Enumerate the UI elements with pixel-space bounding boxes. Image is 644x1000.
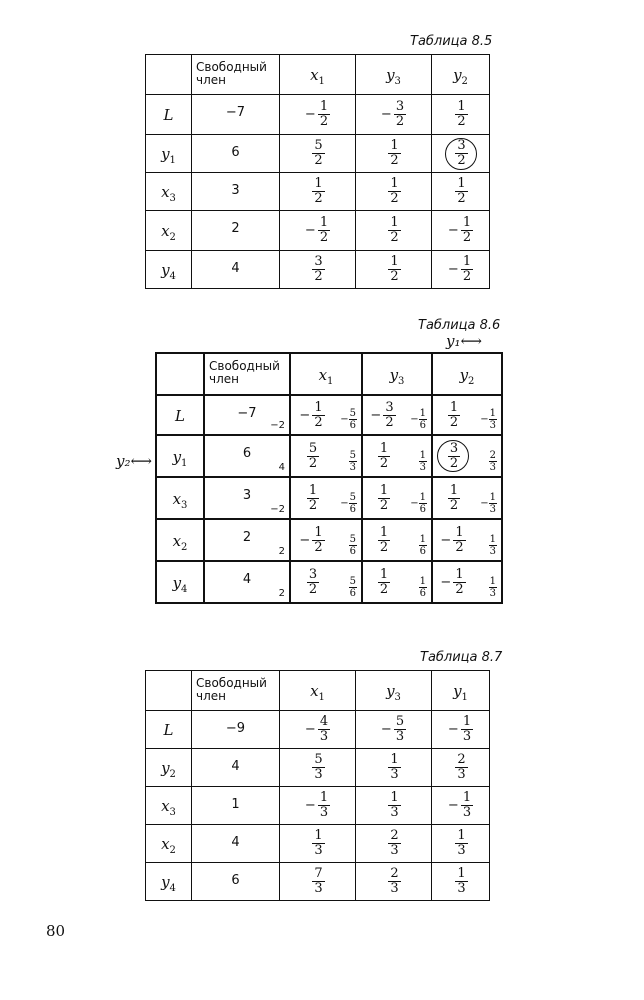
fraction: − $\frac{3}{2}$ bbox=[370, 399, 394, 430]
coefficient-cell bbox=[290, 477, 362, 519]
free-term-cell: 2 2 bbox=[204, 519, 290, 561]
row-variable bbox=[146, 251, 192, 289]
fraction: $\frac{1}{2}$ bbox=[390, 176, 399, 207]
updated-free-term: 2 bbox=[278, 588, 285, 599]
free-term-cell: 4 2 bbox=[204, 561, 290, 603]
fraction: − $\frac{1}{2}$ bbox=[440, 524, 464, 555]
free-term-header: Свободный член bbox=[192, 671, 280, 711]
updated-value: $\frac{2}{3}$ bbox=[489, 450, 496, 473]
row-variable bbox=[146, 863, 192, 901]
table-row bbox=[156, 519, 502, 561]
variable-label: $y_4$ bbox=[161, 261, 176, 282]
fraction: $\frac{7}{3}$ bbox=[314, 866, 323, 897]
corner-cell bbox=[146, 55, 192, 95]
updated-value: − $\frac{5}{6}$ bbox=[340, 492, 356, 515]
variable-label: $y_3$ bbox=[386, 682, 401, 703]
table-row bbox=[146, 787, 490, 825]
row-variable bbox=[156, 435, 204, 477]
coefficient-cell bbox=[290, 395, 362, 435]
coefficient-cell bbox=[432, 435, 502, 477]
row-variable bbox=[146, 749, 192, 787]
column-header bbox=[432, 55, 490, 95]
free-term-cell: 1 bbox=[192, 787, 280, 825]
coefficient-cell bbox=[432, 95, 490, 135]
coefficient-cell bbox=[356, 135, 432, 173]
variable-label: $x_3$ bbox=[161, 797, 176, 818]
coefficient-cell bbox=[280, 787, 356, 825]
coefficient-cell bbox=[432, 519, 502, 561]
fraction: $\frac{2}{3}$ bbox=[390, 866, 399, 897]
variable-label: $y_1$ bbox=[453, 682, 468, 703]
variable-label: $y_3$ bbox=[389, 365, 405, 387]
fraction: $\frac{1}{2}$ bbox=[314, 176, 323, 207]
updated-value: $\frac{1}{3}$ bbox=[489, 534, 496, 557]
coefficient-cell bbox=[432, 211, 490, 251]
page-number: 80 bbox=[46, 922, 66, 940]
coefficient-cell bbox=[356, 211, 432, 251]
updated-value: − $\frac{1}{6}$ bbox=[410, 408, 426, 431]
row-variable bbox=[146, 787, 192, 825]
row-variable bbox=[146, 825, 192, 863]
coefficient-cell bbox=[432, 825, 490, 863]
coefficient-cell bbox=[432, 561, 502, 603]
fraction: $\frac{1}{3}$ bbox=[457, 866, 466, 897]
coefficient-cell bbox=[356, 173, 432, 211]
fraction: $\frac{1}{2}$ bbox=[379, 524, 389, 555]
row-variable bbox=[156, 477, 204, 519]
variable-label: L bbox=[175, 406, 185, 425]
row-variable bbox=[156, 561, 204, 603]
fraction: $\frac{3}{2}$ bbox=[314, 254, 323, 285]
table-row bbox=[156, 435, 502, 477]
fraction: − $\frac{1}{3}$ bbox=[304, 790, 329, 820]
table-8-7-caption: Таблица 8.7 bbox=[420, 650, 503, 665]
updated-value: − $\frac{1}{3}$ bbox=[480, 408, 496, 431]
free-term-cell: 3 bbox=[192, 173, 280, 211]
table-8-5 bbox=[145, 54, 490, 289]
free-term-cell: −9 bbox=[192, 711, 280, 749]
coefficient-cell bbox=[432, 787, 490, 825]
updated-value: $\frac{1}{6}$ bbox=[419, 534, 426, 557]
free-term-cell: 6 bbox=[192, 135, 280, 173]
row-variable bbox=[156, 519, 204, 561]
coefficient-cell bbox=[356, 95, 432, 135]
coefficient-cell bbox=[432, 477, 502, 519]
fraction: $\frac{2}{3}$ bbox=[390, 828, 399, 859]
fraction: $\frac{1}{2}$ bbox=[449, 399, 459, 430]
variable-label: $y_2$ bbox=[459, 365, 475, 387]
coefficient-cell bbox=[362, 519, 432, 561]
table-row bbox=[146, 749, 490, 787]
fraction: $\frac{3}{2}$ bbox=[457, 138, 466, 168]
coefficient-cell bbox=[356, 711, 432, 749]
variable-label: $y_4$ bbox=[172, 573, 188, 595]
variable-label: $x_2$ bbox=[172, 531, 188, 553]
fraction: $\frac{2}{3}$ bbox=[457, 752, 466, 783]
fraction: $\frac{1}{2}$ bbox=[379, 566, 389, 597]
row-variable bbox=[146, 711, 192, 749]
pivot-row-marker: y₂⟷ bbox=[116, 452, 152, 470]
row-variable bbox=[146, 135, 192, 173]
pivot-column-marker: y₁⟷ bbox=[446, 332, 482, 350]
updated-value: $\frac{5}{6}$ bbox=[349, 534, 356, 557]
free-term-header: Свободный член bbox=[204, 353, 290, 395]
fraction: − $\frac{3}{2}$ bbox=[380, 99, 405, 129]
column-header bbox=[432, 353, 502, 395]
fraction: − $\frac{1}{2}$ bbox=[299, 399, 323, 430]
fraction: $\frac{1}{2}$ bbox=[457, 99, 466, 130]
updated-value: − $\frac{1}{6}$ bbox=[410, 492, 426, 515]
free-term-cell: 6 bbox=[192, 863, 280, 901]
row-variable bbox=[156, 395, 204, 435]
updated-free-term: 2 bbox=[278, 546, 285, 557]
variable-label: $x_2$ bbox=[161, 222, 176, 243]
fraction: $\frac{5}{2}$ bbox=[308, 440, 318, 471]
updated-value: − $\frac{1}{3}$ bbox=[480, 492, 496, 515]
table-8-6-caption: Таблица 8.6 bbox=[418, 318, 501, 333]
fraction: $\frac{1}{2}$ bbox=[390, 215, 399, 246]
fraction: $\frac{5}{3}$ bbox=[314, 752, 323, 783]
row-variable bbox=[146, 173, 192, 211]
table-row bbox=[156, 395, 502, 435]
table-8-5-caption: Таблица 8.5 bbox=[410, 34, 493, 49]
fraction: $\frac{1}{2}$ bbox=[457, 176, 466, 207]
fraction: $\frac{1}{2}$ bbox=[308, 482, 318, 513]
updated-free-term: 4 bbox=[278, 462, 285, 473]
free-term-header: Свободный член bbox=[192, 55, 280, 95]
coefficient-cell bbox=[280, 863, 356, 901]
column-header bbox=[280, 55, 356, 95]
column-header bbox=[432, 671, 490, 711]
variable-label: $x_1$ bbox=[310, 66, 325, 87]
fraction: $\frac{5}{2}$ bbox=[314, 138, 323, 169]
column-header bbox=[356, 55, 432, 95]
free-term-cell: −7 −2 bbox=[204, 395, 290, 435]
updated-value: − $\frac{5}{6}$ bbox=[340, 408, 356, 431]
header-row bbox=[156, 353, 502, 395]
fraction: − $\frac{4}{3}$ bbox=[304, 714, 329, 744]
free-term-cell: 4 bbox=[192, 749, 280, 787]
coefficient-cell bbox=[362, 395, 432, 435]
table-row bbox=[156, 477, 502, 519]
column-header bbox=[280, 671, 356, 711]
variable-label: $x_3$ bbox=[172, 489, 188, 511]
table-row bbox=[146, 825, 490, 863]
header-row bbox=[146, 55, 490, 95]
updated-value: $\frac{1}{3}$ bbox=[419, 450, 426, 473]
variable-label: $y_1$ bbox=[172, 447, 188, 469]
fraction: − $\frac{1}{3}$ bbox=[447, 714, 472, 744]
coefficient-cell bbox=[432, 173, 490, 211]
column-header bbox=[362, 353, 432, 395]
coefficient-cell bbox=[290, 435, 362, 477]
fraction: $\frac{1}{3}$ bbox=[390, 752, 399, 783]
table-row bbox=[146, 135, 490, 173]
coefficient-cell bbox=[280, 135, 356, 173]
free-term-cell: 4 bbox=[192, 825, 280, 863]
fraction: $\frac{1}{3}$ bbox=[457, 828, 466, 859]
coefficient-cell bbox=[356, 863, 432, 901]
coefficient-cell bbox=[280, 825, 356, 863]
coefficient-cell bbox=[362, 435, 432, 477]
row-variable bbox=[146, 211, 192, 251]
coefficient-cell bbox=[280, 251, 356, 289]
table-row bbox=[146, 211, 490, 251]
fraction: − $\frac{1}{3}$ bbox=[447, 790, 472, 820]
coefficient-cell bbox=[280, 711, 356, 749]
variable-label: $y_4$ bbox=[161, 873, 176, 894]
variable-label: $y_2$ bbox=[161, 759, 176, 780]
coefficient-cell bbox=[432, 395, 502, 435]
pivot-element-circle bbox=[445, 138, 477, 170]
fraction: − $\frac{1}{2}$ bbox=[447, 215, 472, 245]
coefficient-cell bbox=[356, 251, 432, 289]
coefficient-cell bbox=[280, 749, 356, 787]
updated-value: $\frac{5}{6}$ bbox=[349, 576, 356, 599]
free-term-cell: 4 bbox=[192, 251, 280, 289]
fraction: − $\frac{1}{2}$ bbox=[304, 99, 329, 129]
variable-label: $y_1$ bbox=[161, 145, 176, 166]
coefficient-cell bbox=[290, 561, 362, 603]
coefficient-cell bbox=[362, 477, 432, 519]
table-row bbox=[146, 863, 490, 901]
header-row bbox=[146, 671, 490, 711]
coefficient-cell bbox=[432, 749, 490, 787]
fraction: $\frac{1}{3}$ bbox=[390, 790, 399, 821]
table-8-6 bbox=[155, 352, 503, 604]
fraction: $\frac{1}{2}$ bbox=[390, 138, 399, 169]
table-8-7 bbox=[145, 670, 490, 901]
updated-free-term: −2 bbox=[270, 504, 285, 515]
corner-cell bbox=[146, 671, 192, 711]
coefficient-cell bbox=[432, 711, 490, 749]
fraction: $\frac{1}{2}$ bbox=[449, 482, 459, 513]
table-row bbox=[156, 561, 502, 603]
updated-value: $\frac{5}{3}$ bbox=[349, 450, 356, 473]
table-row bbox=[146, 711, 490, 749]
fraction: $\frac{1}{2}$ bbox=[379, 440, 389, 471]
coefficient-cell bbox=[432, 251, 490, 289]
free-term-cell: −7 bbox=[192, 95, 280, 135]
column-header bbox=[356, 671, 432, 711]
table-row bbox=[146, 251, 490, 289]
variable-label: L bbox=[163, 106, 174, 124]
coefficient-cell bbox=[362, 561, 432, 603]
fraction: − $\frac{5}{3}$ bbox=[380, 714, 405, 744]
variable-label: $y_2$ bbox=[453, 66, 468, 87]
fraction: − $\frac{1}{2}$ bbox=[299, 524, 323, 555]
free-term-cell: 2 bbox=[192, 211, 280, 251]
variable-label: $x_1$ bbox=[310, 682, 325, 703]
pivot-element-circle bbox=[437, 440, 469, 472]
variable-label: $x_1$ bbox=[318, 365, 334, 387]
variable-label: $x_2$ bbox=[161, 835, 176, 856]
coefficient-cell bbox=[280, 95, 356, 135]
updated-free-term: −2 bbox=[270, 420, 285, 431]
fraction: $\frac{3}{2}$ bbox=[449, 440, 459, 471]
coefficient-cell bbox=[432, 135, 490, 173]
coefficient-cell bbox=[356, 749, 432, 787]
coefficient-cell bbox=[290, 519, 362, 561]
variable-label: L bbox=[163, 721, 174, 739]
fraction: − $\frac{1}{2}$ bbox=[440, 566, 464, 597]
coefficient-cell bbox=[280, 173, 356, 211]
row-variable bbox=[146, 95, 192, 135]
table-row bbox=[146, 173, 490, 211]
table-row bbox=[146, 95, 490, 135]
fraction: $\frac{1}{2}$ bbox=[390, 254, 399, 285]
variable-label: $y_3$ bbox=[386, 66, 401, 87]
updated-value: $\frac{1}{6}$ bbox=[419, 576, 426, 599]
column-header bbox=[290, 353, 362, 395]
fraction: $\frac{1}{2}$ bbox=[379, 482, 389, 513]
fraction: − $\frac{1}{2}$ bbox=[304, 215, 329, 245]
fraction: − $\frac{1}{2}$ bbox=[447, 254, 472, 284]
variable-label: $x_3$ bbox=[161, 183, 176, 204]
coefficient-cell bbox=[356, 787, 432, 825]
fraction: $\frac{1}{3}$ bbox=[314, 828, 323, 859]
coefficient-cell bbox=[356, 825, 432, 863]
corner-cell bbox=[156, 353, 204, 395]
coefficient-cell bbox=[280, 211, 356, 251]
free-term-cell: 3 −2 bbox=[204, 477, 290, 519]
free-term-cell: 6 4 bbox=[204, 435, 290, 477]
updated-value: $\frac{1}{3}$ bbox=[489, 576, 496, 599]
fraction: $\frac{3}{2}$ bbox=[308, 566, 318, 597]
coefficient-cell bbox=[432, 863, 490, 901]
